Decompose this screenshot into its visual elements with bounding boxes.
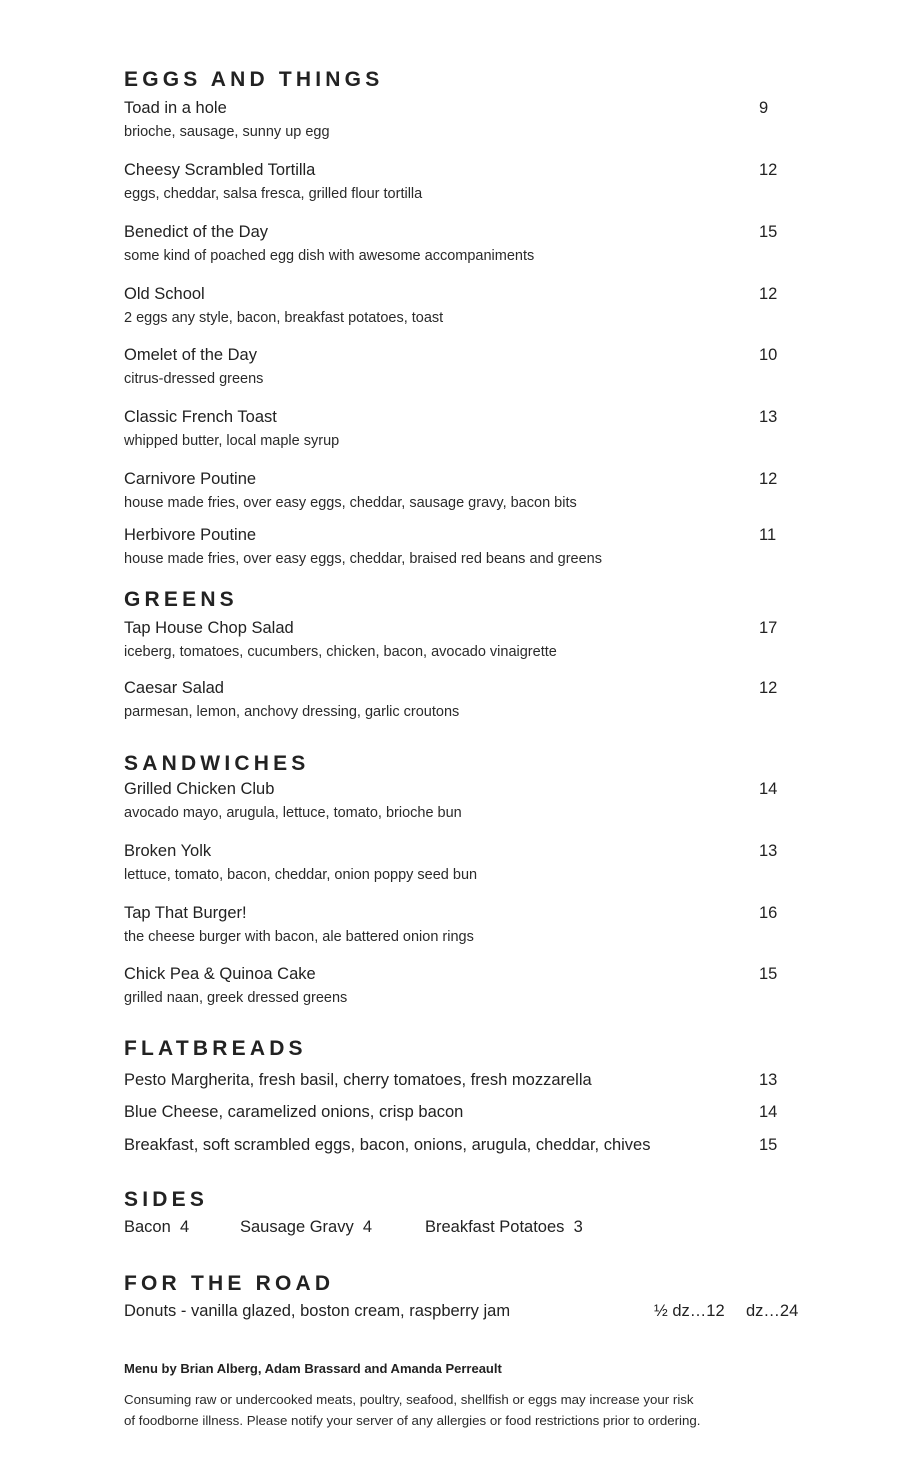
menu-item-description: grilled naan, greek dressed greens [124, 990, 348, 1006]
side-item: Sausage Gravy 4 [240, 1218, 373, 1236]
menu-item-description: citrus-dressed greens [124, 371, 264, 387]
menu-item-price: 17 [759, 619, 778, 637]
menu-item-description: 2 eggs any style, bacon, breakfast potatoes, toast [124, 310, 444, 326]
menu-item-price: 12 [759, 679, 778, 697]
menu-item-price: 13 [759, 408, 778, 426]
donuts-half-dozen-price: ½ dz…12 [654, 1302, 725, 1320]
menu-item-name: Classic French Toast [124, 408, 277, 426]
menu-item-name: Benedict of the Day [124, 223, 269, 241]
menu-item-description: the cheese burger with bacon, ale battered onion rings [124, 929, 474, 945]
donuts-item-name: Donuts - vanilla glazed, boston cream, raspberry jam [124, 1302, 511, 1320]
menu-item-name: Tap That Burger! [124, 904, 247, 922]
section-heading-eggs: EGGS AND THINGS [124, 68, 384, 91]
flatbread-item-price: 13 [759, 1071, 778, 1089]
menu-item-price: 9 [759, 99, 769, 117]
notice-line: of foodborne illness. Please notify your server of any allergies or food restrictions prior to ordering. [124, 1413, 701, 1428]
menu-item-description: whipped butter, local maple syrup [124, 433, 340, 449]
menu-item-name: Broken Yolk [124, 842, 212, 860]
section-heading-for-the-road: FOR THE ROAD [124, 1272, 335, 1295]
section-heading-flatbreads: FLATBREADS [124, 1037, 307, 1060]
menu-credit: Menu by Brian Alberg, Adam Brassard and Amanda Perreault [124, 1361, 502, 1376]
flatbread-item-name: Breakfast, soft scrambled eggs, bacon, onions, arugula, cheddar, chives [124, 1136, 651, 1154]
side-item: Bacon 4 [124, 1218, 190, 1236]
menu-item-price: 15 [759, 965, 778, 983]
menu-item-price: 12 [759, 161, 778, 179]
menu-item-description: parmesan, lemon, anchovy dressing, garlic croutons [124, 704, 460, 720]
menu-item-name: Herbivore Poutine [124, 526, 257, 544]
section-heading-sandwiches: SANDWICHES [124, 752, 310, 775]
menu-item-description: house made fries, over easy eggs, cheddar, braised red beans and greens [124, 551, 602, 567]
section-heading-greens: GREENS [124, 588, 238, 611]
menu-item-name: Omelet of the Day [124, 346, 257, 364]
flatbread-item-price: 14 [759, 1103, 778, 1121]
section-heading-sides: SIDES [124, 1188, 209, 1211]
menu-item-description: some kind of poached egg dish with awesome accompaniments [124, 248, 535, 264]
menu-item-description: avocado mayo, arugula, lettuce, tomato, brioche bun [124, 805, 462, 821]
menu-item-name: Caesar Salad [124, 679, 224, 697]
food-safety-notice [124, 1389, 764, 1431]
menu-item-price: 11 [759, 526, 777, 544]
menu-item-description: lettuce, tomato, bacon, cheddar, onion poppy seed bun [124, 867, 478, 883]
menu-item-price: 12 [759, 285, 778, 303]
menu-item-price: 12 [759, 470, 778, 488]
menu-item-name: Old School [124, 285, 205, 303]
menu-item-name: Chick Pea & Quinoa Cake [124, 965, 316, 983]
menu-item-price: 13 [759, 842, 778, 860]
menu-item-name: Tap House Chop Salad [124, 619, 294, 637]
menu-item-name: Cheesy Scrambled Tortilla [124, 161, 316, 179]
side-item: Breakfast Potatoes 3 [425, 1218, 583, 1236]
sides-row [124, 1218, 764, 1240]
flatbread-item-price: 15 [759, 1136, 778, 1154]
donuts-dozen-price: dz…24 [746, 1302, 799, 1320]
menu-item-price: 16 [759, 904, 778, 922]
menu-page [124, 0, 824, 1482]
menu-item-description: house made fries, over easy eggs, cheddar, sausage gravy, bacon bits [124, 495, 577, 511]
menu-item-name: Grilled Chicken Club [124, 780, 275, 798]
menu-item-name: Carnivore Poutine [124, 470, 257, 488]
notice-line: Consuming raw or undercooked meats, poultry, seafood, shellfish or eggs may increase your risk [124, 1392, 694, 1407]
menu-item-price: 14 [759, 780, 778, 798]
menu-item-description: iceberg, tomatoes, cucumbers, chicken, bacon, avocado vinaigrette [124, 644, 557, 660]
menu-item-description: eggs, cheddar, salsa fresca, grilled flour tortilla [124, 186, 423, 202]
menu-item-price: 10 [759, 346, 778, 364]
menu-item-name: Toad in a hole [124, 99, 227, 117]
flatbread-item-name: Pesto Margherita, fresh basil, cherry tomatoes, fresh mozzarella [124, 1071, 592, 1089]
menu-item-price: 15 [759, 223, 778, 241]
flatbread-item-name: Blue Cheese, caramelized onions, crisp bacon [124, 1103, 464, 1121]
menu-item-description: brioche, sausage, sunny up egg [124, 124, 330, 140]
